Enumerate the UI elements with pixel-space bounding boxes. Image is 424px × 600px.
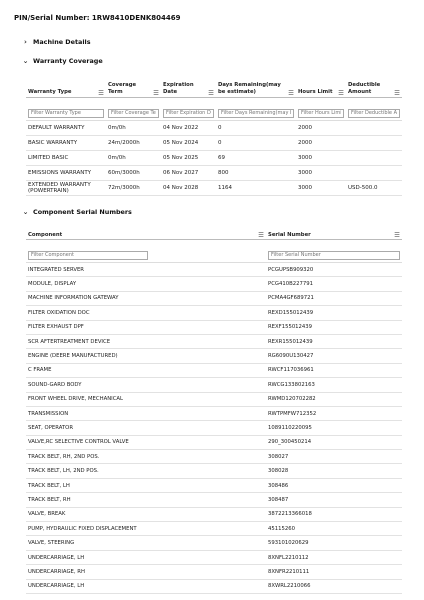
menu-icon[interactable]: ☰: [394, 231, 400, 239]
table-cell: RG6090U130427: [266, 349, 402, 363]
component-row: [26, 478, 402, 492]
warranty-coverage-title: Warranty Coverage: [33, 57, 103, 65]
table-cell: 308027: [266, 450, 402, 464]
warranty-rows: [26, 121, 402, 196]
machine-details-header[interactable]: [22, 38, 91, 46]
table-cell: TRANSMISSION: [26, 406, 266, 420]
table-cell: 72m/3000h: [106, 181, 161, 196]
chevron-right-icon: ›: [24, 38, 27, 46]
warranty-row: [26, 166, 402, 181]
table-cell: UNDERCARRIAGE, RH: [26, 565, 266, 579]
table-cell: BASIC WARRANTY: [26, 136, 106, 151]
table-cell: TRACK BELT, LH, 2ND POS.: [26, 464, 266, 478]
table-cell: 05 Nov 2025: [161, 151, 216, 166]
table-cell: PUMP, HYDRAULIC FIXED DISPLACEMENT: [26, 522, 266, 536]
component-row: [26, 522, 402, 536]
table-cell: RWMD120702282: [266, 392, 402, 406]
table-cell: 69: [216, 151, 296, 166]
component-row: [26, 421, 402, 435]
table-cell: 2000: [296, 136, 346, 151]
warranty-row: [26, 136, 402, 151]
menu-icon[interactable]: ☰: [208, 89, 214, 97]
serial-col-header[interactable]: Serial Number ☰: [268, 231, 400, 239]
table-cell: FILTER EXHAUST DPF: [26, 320, 266, 334]
table-cell: PCGUPSB909320: [266, 263, 402, 277]
table-cell: C FRAME: [26, 363, 266, 377]
component-row: [26, 320, 402, 334]
table-cell: TRACK BELT, RH: [26, 493, 266, 507]
table-cell: 8XWRL2210066: [266, 579, 402, 593]
table-cell: 3000: [296, 181, 346, 196]
menu-icon[interactable]: ☰: [338, 89, 344, 97]
component-row: [26, 550, 402, 564]
component-row: [26, 306, 402, 320]
table-cell: 0: [216, 121, 296, 136]
component-rows: [26, 263, 402, 594]
table-cell: RWTPMFW712352: [266, 406, 402, 420]
component-header-row: [26, 230, 402, 240]
table-cell: PCMA4GF689721: [266, 291, 402, 305]
table-cell: LIMITED BASIC: [26, 151, 106, 166]
table-cell: 800: [216, 166, 296, 181]
table-cell: TRACK BELT, RH, 2ND POS.: [26, 450, 266, 464]
warranty-row: [26, 181, 402, 196]
table-cell: UNDERCARRIAGE, LH: [26, 579, 266, 593]
table-cell: [346, 136, 402, 151]
table-cell: 05 Nov 2024: [161, 136, 216, 151]
table-cell: 8XNFL2210112: [266, 550, 402, 564]
pin-serial-number: PIN/Serial Number: 1RW8410DENK804469: [14, 14, 181, 22]
table-cell: FRONT WHEEL DRIVE, MECHANICAL: [26, 392, 266, 406]
table-cell: ENGINE (DEERE MANUFACTURED): [26, 349, 266, 363]
warranty-col-header[interactable]: Warranty Type ☰: [26, 80, 106, 98]
table-cell: EXTENDED WARRANTY (POWERTRAIN): [26, 181, 106, 196]
table-cell: SOUND-GARD BODY: [26, 378, 266, 392]
table-cell: SEAT, OPERATOR: [26, 421, 266, 435]
table-cell: 06 Nov 2027: [161, 166, 216, 181]
component-serial-numbers-title: Component Serial Numbers: [33, 208, 132, 216]
warranty-col-header[interactable]: Hours Limit ☰: [296, 80, 346, 98]
warranty-coverage-header[interactable]: [22, 57, 103, 65]
component-row: [26, 363, 402, 377]
filter-serial-number-input[interactable]: [268, 251, 400, 260]
menu-icon[interactable]: ☰: [258, 231, 264, 239]
warranty-col-header[interactable]: Days Remaining(may be estimate) ☰: [218, 82, 294, 97]
table-cell: REXF155012439: [266, 320, 402, 334]
component-filter-row: [26, 240, 402, 263]
table-cell: 308486: [266, 478, 402, 492]
component-row: [26, 263, 402, 277]
component-table: [26, 230, 402, 594]
table-cell: USD-500.0: [346, 181, 402, 196]
table-cell: 04 Nov 2028: [161, 181, 216, 196]
table-cell: 60m/3000h: [106, 166, 161, 181]
warranty-col-header[interactable]: Coverage Term ☰: [108, 82, 159, 97]
filter-warranty-type-input[interactable]: [28, 109, 104, 118]
filter-deductible-amount-input[interactable]: [348, 109, 400, 118]
table-cell: TRACK BELT, LH: [26, 478, 266, 492]
filter-expiration-date-input[interactable]: [163, 109, 214, 118]
table-cell: 308028: [266, 464, 402, 478]
table-cell: 24m/2000h: [106, 136, 161, 151]
component-row: [26, 334, 402, 348]
table-cell: 3000: [296, 151, 346, 166]
table-cell: 3000: [296, 166, 346, 181]
table-cell: 1164: [216, 181, 296, 196]
table-cell: [346, 166, 402, 181]
table-cell: UNDERCARRIAGE, LH: [26, 550, 266, 564]
table-cell: 290_300450214: [266, 435, 402, 449]
table-cell: RWCG133802163: [266, 378, 402, 392]
component-row: [26, 565, 402, 579]
component-row: [26, 378, 402, 392]
table-cell: PCG410B227791: [266, 277, 402, 291]
component-row: [26, 349, 402, 363]
table-cell: 0m/0h: [106, 121, 161, 136]
table-cell: [346, 151, 402, 166]
table-cell: 1089110220095: [266, 421, 402, 435]
component-col-header[interactable]: Component ☰: [28, 231, 264, 239]
table-cell: 308487: [266, 493, 402, 507]
table-cell: VALVE,RC SELECTIVE CONTROL VALVE: [26, 435, 266, 449]
table-cell: SCR AFTERTREATMENT DEVICE: [26, 334, 266, 348]
table-cell: EMISSIONS WARRANTY: [26, 166, 106, 181]
table-cell: VALVE, STEERING: [26, 536, 266, 550]
filter-component-input[interactable]: [28, 251, 148, 260]
warranty-header-row: [26, 80, 402, 98]
component-row: [26, 493, 402, 507]
table-cell: REXR155012439: [266, 334, 402, 348]
table-cell: VALVE, BREAK: [26, 507, 266, 521]
warranty-row: [26, 151, 402, 166]
component-row: [26, 536, 402, 550]
table-cell: 3872213366018: [266, 507, 402, 521]
component-row: [26, 291, 402, 305]
warranty-filter-row: [26, 98, 402, 121]
table-cell: RWCF117036961: [266, 363, 402, 377]
component-row: [26, 392, 402, 406]
table-cell: 0: [216, 136, 296, 151]
chevron-down-icon: ⌄: [22, 208, 29, 216]
component-row: [26, 464, 402, 478]
table-cell: MACHINE INFORMATION GATEWAY: [26, 291, 266, 305]
warranty-col-header[interactable]: Expiration Date ☰: [163, 82, 214, 97]
component-row: [26, 579, 402, 593]
component-row: [26, 277, 402, 291]
table-cell: 04 Nov 2022: [161, 121, 216, 136]
filter-coverage-term-input[interactable]: [108, 109, 159, 118]
filter-days-remaining-input[interactable]: [218, 109, 294, 118]
filter-hours-limit-input[interactable]: [298, 109, 344, 118]
table-cell: FILTER OXIDATION DOC: [26, 306, 266, 320]
menu-icon[interactable]: ☰: [153, 89, 159, 97]
warranty-row: [26, 121, 402, 136]
table-cell: [346, 121, 402, 136]
table-cell: MODULE, DISPLAY: [26, 277, 266, 291]
menu-icon[interactable]: ☰: [98, 89, 104, 97]
table-cell: 8XNFR2210111: [266, 565, 402, 579]
component-serial-numbers-header[interactable]: [22, 208, 132, 216]
table-cell: REXD155012439: [266, 306, 402, 320]
table-cell: 0m/0h: [106, 151, 161, 166]
component-row: [26, 406, 402, 420]
component-row: [26, 435, 402, 449]
component-row: [26, 450, 402, 464]
table-cell: DEFAULT WARRANTY: [26, 121, 106, 136]
warranty-table: [26, 80, 402, 196]
table-cell: 45115260: [266, 522, 402, 536]
component-row: [26, 507, 402, 521]
machine-details-title: Machine Details: [33, 38, 91, 46]
warranty-col-header[interactable]: Deductible Amount ☰: [348, 82, 400, 97]
table-cell: 2000: [296, 121, 346, 136]
menu-icon[interactable]: ☰: [394, 89, 400, 97]
table-cell: INTEGRATED SERVER: [26, 263, 266, 277]
menu-icon[interactable]: ☰: [288, 89, 294, 97]
chevron-down-icon: ⌄: [22, 57, 29, 65]
table-cell: 593101020629: [266, 536, 402, 550]
